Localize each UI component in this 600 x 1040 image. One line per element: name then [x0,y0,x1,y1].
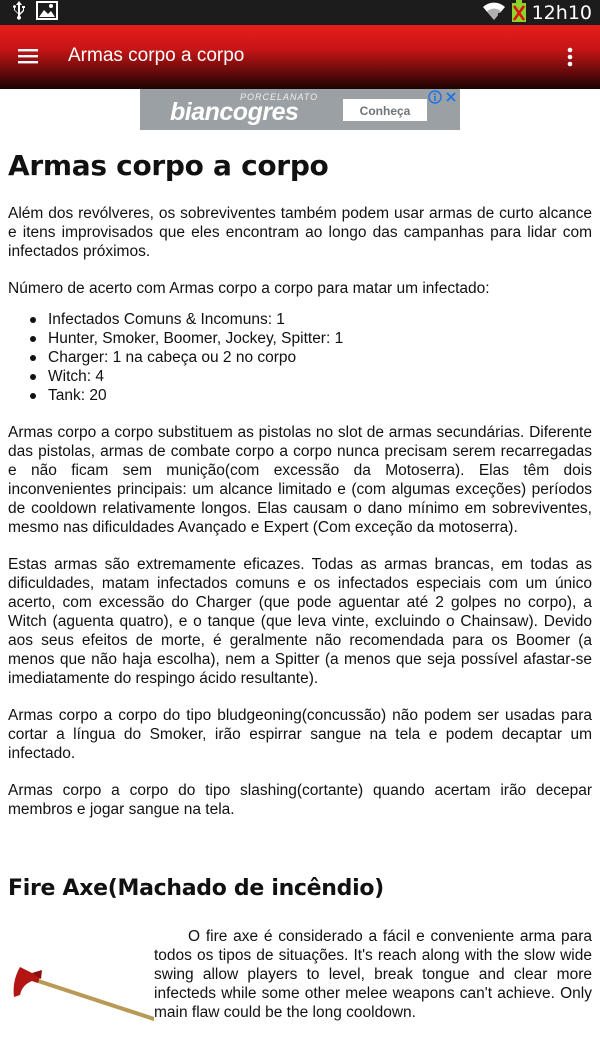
fire-axe-image [8,967,154,1027]
status-bar [0,0,600,25]
battery-charging-icon [512,0,526,26]
article-content [8,130,592,1040]
body-paragraph: Armas corpo a corpo do tipo bludgeoning(concussão) não podem ser usadas para cortar a língua do Smoker, irão espirrar sangue na tela e podem decaptar um infectado. [8,707,592,762]
ad-banner[interactable] [140,89,460,130]
list-item: Infectados Comuns & Incomuns: 1 [48,310,592,329]
more-vertical-icon[interactable] [558,43,582,71]
intro-paragraph: Além dos revólveres, os sobreviventes também podem usar armas de curto alcance e itens improvisados que eles encontram ao longo das campanhas para lidar com infectados próximos. [8,205,592,260]
body-paragraph: Armas corpo a corpo do tipo slashing(cortante) quando acertam irão decepar membros e jogar sangue na tela. [8,782,592,818]
ad-close-icon[interactable] [444,89,458,103]
list-item: Charger: 1 na cabeça ou 2 no corpo [48,348,592,367]
status-time: 12h10 [531,1,592,24]
ad-brand-subtitle: PORCELANATO [240,92,319,102]
ad-cta-button[interactable]: Conheça [343,99,427,121]
article-title: Armas corpo a corpo [8,149,329,182]
app-bar [0,25,600,89]
body-paragraph: Estas armas são extremamente eficazes. Todas as armas brancas, em todas as dificuldades, matam infectados comuns e os infectados especiais com um único acerto, com excessão do Charger (que pode aguentar até 2 golpes no corpo), a Witch (aguenta quatro), e o tanque (que leva vinte, excluindo o Chainsaw). Devido aos seus efeitos de morte, é geralmente não recomendada para os Boomer (a menos que não haja escolha), nem a Spitter (a menos que seja possível afastar-se imediatamente do respingo ácido resultante). [8,556,592,687]
ad-brand-name: biancogres [170,98,299,126]
list-item: Tank: 20 [48,386,592,405]
wifi-icon [482,1,506,25]
hits-intro: Número de acerto com Armas corpo a corpo para matar um infectado: [8,280,490,297]
ad-info-icon[interactable] [428,89,442,103]
image-icon [36,1,58,24]
list-item: Witch: 4 [48,367,592,386]
body-paragraph: Armas corpo a corpo substituem as pistolas no slot de armas secundárias. Diferente das pistolas, armas de combate corpo a corpo nunca precisam serem recarregadas e não ficam sem munição(com excessão da Motoserra). Elas têm dois inconvenientes principais: um alcance limitado e (com algumas exceções) períodos de cooldown relativamente longos. Elas causam o dano mínimo em sobreviventes, mesmo nas dificuldades Avançado e Expert (Com exceção da motoserra). [8,424,592,536]
hits-list [8,310,592,405]
usb-icon [12,1,26,24]
fire-axe-section [8,927,592,1022]
app-bar-title: Armas corpo a corpo [68,45,245,66]
section-text: O fire axe é considerado a fácil e conveniente arma para todos os tipos de situações. It's reach along with the slow wide swing allow players to level, break tongue and clear more infecteds while some other melee weapons can't achieve. Only main flaw could be the long cooldown. [154,928,592,1021]
list-item: Hunter, Smoker, Boomer, Jockey, Spitter: 1 [48,329,592,348]
section-title: Fire Axe(Machado de incêndio) [8,876,384,901]
hamburger-menu-icon[interactable] [16,43,44,71]
